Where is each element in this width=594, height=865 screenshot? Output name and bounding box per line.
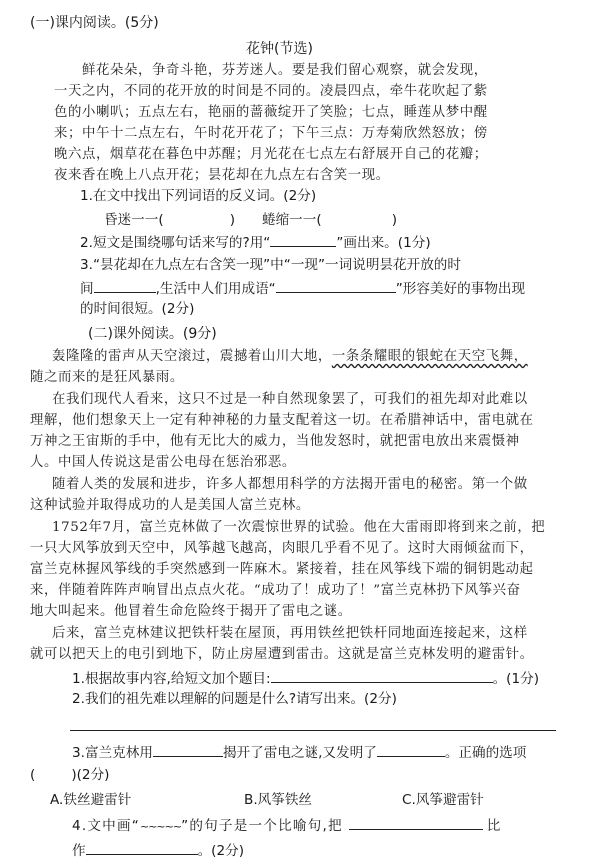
section1-title: 花钟(节选)	[246, 41, 313, 57]
s1-question-3-line3: 的时间很短。(2分)	[80, 301, 195, 317]
s2-q3-close: )(2分)	[71, 767, 110, 783]
s2-p4-line: 1752年7月，富兰克林做了一次震惊世界的试验。他在大雷雨即将到来之前，把	[52, 520, 546, 535]
s1-q1-close-1: )	[229, 212, 235, 228]
section1-para-line: 一天之内，不同的花开放的时间是不同的。凌晨四点，牵牛花吹起了紫	[54, 84, 488, 99]
s2-q2-answer-line[interactable]	[70, 730, 556, 731]
section1-para-line: 晚六点，烟草花在暮色中苏醒；月光花在七点左右舒展开自己的花瓣；	[54, 147, 488, 162]
s2-q3-open: (	[30, 767, 36, 783]
s2-p1-line2: 随之而来的是狂风暴雨。	[30, 370, 184, 385]
s2-p1-metaphor: 一条条耀眼的银蛇在天空飞舞，	[331, 349, 528, 364]
s1-q3-blank-1[interactable]	[94, 278, 156, 293]
s1-q1-word-1: 昏迷一一(	[104, 212, 164, 228]
s2-q3-text-c: 。正确的选项	[444, 745, 527, 761]
s1-q3-text-a: 间	[80, 281, 94, 297]
s1-question-2	[80, 232, 431, 252]
s1-question-1: 1.在文中找出下列词语的反义词。(2分)	[80, 188, 317, 204]
s2-q3-text-a: 3.富兰克林用	[72, 745, 153, 761]
s2-q1-text-end: 。(1分)	[492, 671, 540, 687]
s2-p3-line: 随着人类的发展和进步，许多人都想用科学的方法揭开雷电的秘密。第一个做	[52, 477, 528, 492]
s1-q1-close-2: )	[391, 212, 397, 228]
section1-para-line: 鲜花朵朵，争奇斗艳，芬芳迷人。要是我们留心观察，就会发现，	[82, 63, 488, 78]
s2-p2-line: 理解，他们想象天上一定有种神秘的力量支配着这一切。在希腊神话中，雷电就在	[30, 413, 534, 428]
s2-q3-blank-1[interactable]	[153, 742, 223, 757]
s1-q2-text-end: ”画出来。(1分)	[336, 235, 431, 251]
s1-q1-word-2: 蜷缩一一(	[262, 212, 322, 228]
s1-q3-blank-2[interactable]	[276, 278, 396, 293]
s1-question-3-line2	[80, 278, 525, 298]
s2-p4-line: 地大叫起来。他冒着生命危险终于揭开了雷电之谜。	[30, 604, 352, 619]
s1-question-3-line1: 3.“昙花却在九点左右含笑一现”中“一现”一词说明昙花开放的时	[80, 257, 461, 273]
s2-q4-blank-2[interactable]	[86, 840, 198, 855]
s2-question-2: 2.我们的祖先难以理解的问题是什么?请写出来。(2分)	[72, 691, 397, 707]
s2-q1-blank[interactable]	[271, 668, 493, 683]
s2-p1-text: 轰隆隆的雷声从天空滚过，震撼着山川大地，	[52, 349, 332, 364]
s1-q3-text-c: ”形容美好的事物出现	[395, 281, 526, 297]
s2-p1-line1	[52, 348, 528, 366]
s2-q3-option-b[interactable]: B.风筝铁丝	[244, 792, 313, 808]
s2-p4-line: 来，伴随着阵阵声响冒出点点火花。“成功了！成功了！”富兰克林扔下风筝兴奋	[30, 583, 521, 598]
s1-q1-antonym-1	[104, 211, 235, 229]
s2-q3-option-a[interactable]: A.铁丝避雷针	[50, 792, 132, 808]
s2-q4-text-a: 4.文中画“	[72, 818, 140, 834]
s2-q1-text: 1.根据故事内容,给短文加个题目:	[72, 671, 271, 687]
s2-q3-option-c[interactable]: C.风筝避雷针	[402, 792, 484, 808]
s2-p5-line: 后来，富兰克林建议把铁杆装在屋顶，再用铁丝把铁杆同地面连接起来，这样	[52, 626, 528, 641]
s2-p3-line: 这种试验并取得成功的人是美国人富兰克林。	[30, 498, 310, 513]
s2-q4-text-c: 比	[486, 818, 502, 834]
s2-p5-line: 就可以把天上的电引到地下，防止房屋遭到雷击。这就是富兰克林发明的避雷针。	[30, 647, 534, 662]
s2-q3-text-b: 揭开了雷电之谜,又发明了	[222, 745, 377, 761]
section1-para-line: 夜来香在晚上八点开花；昙花却在九点左右含笑一现。	[54, 168, 390, 183]
s1-q3-text-b: ,生活中人们用成语“	[155, 281, 276, 297]
s1-q1-antonym-2	[262, 211, 397, 229]
s2-q3-blank-2[interactable]	[377, 742, 445, 757]
s2-question-4-line1	[72, 815, 502, 836]
s2-q3-answer-paren	[30, 766, 109, 784]
s2-question-1	[72, 668, 539, 688]
s2-p4-line: 富兰克林握风筝线的手突然感到一阵麻木。紧接着，挂在风筝线下端的铜钥匙动起	[30, 562, 534, 577]
section1-header: (一)课内阅读。(5分)	[30, 15, 159, 31]
s1-q2-text: 2.短文是围绕哪句话来写的?用“	[80, 235, 271, 251]
s1-q2-blank[interactable]	[270, 232, 336, 247]
s2-p2-line: 在我们现代人看来，这只不过是一种自然现象罢了，可我们的祖先却对此难以	[52, 392, 528, 407]
s2-question-4-line2	[72, 840, 244, 860]
s2-p4-line: 一只大风筝放到天空中，风筝越飞越高，肉眼几乎看不见了。这时大雨倾盆而下，	[30, 541, 534, 556]
section2-header: (二)课外阅读。(9分)	[88, 326, 217, 342]
s2-q4-text-e: 。(2分)	[197, 843, 245, 859]
s2-q4-text-b: ”的句子是一个比喻句,把	[181, 818, 343, 834]
s2-q4-wavy-mark: ~~~~~	[140, 820, 182, 833]
s2-p2-line: 万神之王宙斯的手中，他有无比大的威力，当他发怒时，就把雷电放出来震慑神	[30, 434, 520, 449]
section1-para-line: 来；中午十二点左右，午时花开花了；下午三点：万寿菊欣然怒放；傍	[54, 126, 488, 141]
s2-p2-line: 人。中国人传说这是雷公电母在惩治邪恶。	[30, 455, 296, 470]
s2-question-3	[72, 742, 526, 762]
s2-q4-blank-1[interactable]	[349, 815, 483, 830]
s2-q4-text-d: 作	[72, 843, 86, 859]
section1-para-line: 色的小喇叭；五点左右，艳丽的蔷薇绽开了笑脸；七点，睡莲从梦中醒	[54, 105, 488, 120]
